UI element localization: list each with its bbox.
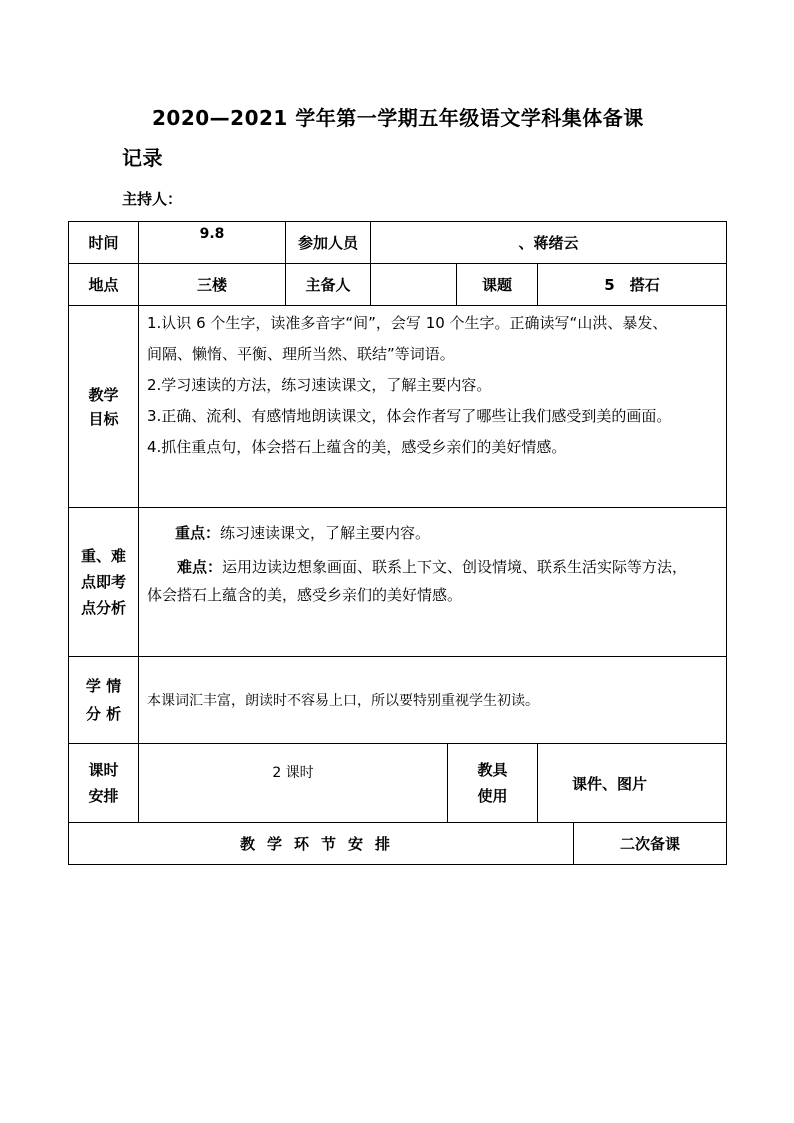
- objective-item: 1.认识 6 个生字，读准多音字“间”，会写 10 个生字。正确读写“山洪、暴发、: [147, 314, 668, 332]
- topic-value: 5 搭石: [538, 264, 727, 306]
- objective-item: 间隔、懒惰、平衡、理所当然、联结”等词语。: [147, 345, 455, 363]
- preparer-value: [371, 264, 457, 306]
- difficulty-line: [147, 550, 718, 584]
- tools-label: [448, 744, 538, 823]
- row-place: [69, 264, 727, 306]
- row-time: [69, 222, 727, 264]
- objectives-label: [69, 306, 139, 508]
- second-prep-label: 二次备课: [574, 823, 727, 865]
- schedule-value: 2 课时: [139, 744, 448, 823]
- lesson-prep-table: [68, 221, 727, 865]
- learner-analysis-text: 本课词汇丰富，朗读时不容易上口，所以要特别重视学生初读。: [139, 657, 727, 744]
- row-objectives: [69, 306, 727, 508]
- schedule-label-line2: 安排: [88, 787, 119, 805]
- objectives-label-line2: 目标: [88, 409, 119, 428]
- objective-item: 3.正确、流利、有感情地朗读课文，体会作者写了哪些让我们感受到美的画面。: [147, 407, 672, 425]
- objective-item: 2.学习速读的方法，练习速读课文，了解主要内容。: [147, 376, 492, 394]
- objectives-label-line1: 教学: [88, 385, 119, 404]
- preparer-label: 主备人: [286, 264, 371, 306]
- place-value: 三楼: [139, 264, 286, 306]
- tools-value: 课件、图片: [538, 744, 727, 823]
- row-learner-analysis: [69, 657, 727, 744]
- difficulty-text-1: 运用边读边想象画面、联系上下文、创设情境、联系生活实际等方法，: [222, 558, 688, 576]
- row-schedule: [69, 744, 727, 823]
- learner-analysis-label: [69, 657, 139, 744]
- key-points-label-line1: 重、难: [80, 547, 126, 565]
- key-points-content: [139, 508, 727, 657]
- page-title: [122, 98, 722, 178]
- row-footer: [69, 823, 727, 865]
- tools-label-line2: 使用: [477, 787, 508, 805]
- difficulty-text-2: 体会搭石上蕴含的美，感受乡亲们的美好情感。: [147, 586, 463, 604]
- teaching-steps-label: 教学环节安排: [69, 823, 574, 865]
- row-key-points: [69, 508, 727, 657]
- participants-label: 参加人员: [286, 222, 371, 264]
- focus-line: [147, 516, 718, 550]
- key-points-label: [69, 508, 139, 657]
- learner-analysis-label-line1: 学 情: [85, 677, 122, 695]
- focus-text: 练习速读课文，了解主要内容。: [220, 524, 431, 542]
- tools-label-line1: 教具: [477, 761, 508, 779]
- time-value: 9.8: [139, 222, 286, 264]
- page-title-line1: 2020—2021 学年第一学期五年级语文学科集体备课: [152, 106, 644, 130]
- participants-value: 、蒋绪云: [371, 222, 727, 264]
- host-label: 主持人：: [122, 190, 183, 208]
- topic-label: 课题: [457, 264, 538, 306]
- key-points-label-line3: 点分析: [80, 599, 126, 617]
- place-label: 地点: [69, 264, 139, 306]
- focus-label: 重点：: [175, 524, 221, 542]
- schedule-label-line1: 课时: [88, 761, 119, 779]
- schedule-label: [69, 744, 139, 823]
- key-points-label-line2: 点即考: [80, 573, 126, 591]
- page-title-line2: 记录: [122, 146, 163, 170]
- difficulty-label: 难点：: [177, 558, 223, 576]
- objectives-content: [139, 306, 727, 508]
- objective-item: 4.抓住重点句，体会搭石上蕴含的美，感受乡亲们的美好情感。: [147, 438, 567, 456]
- time-label: 时间: [69, 222, 139, 264]
- learner-analysis-label-line2: 分 析: [85, 705, 122, 723]
